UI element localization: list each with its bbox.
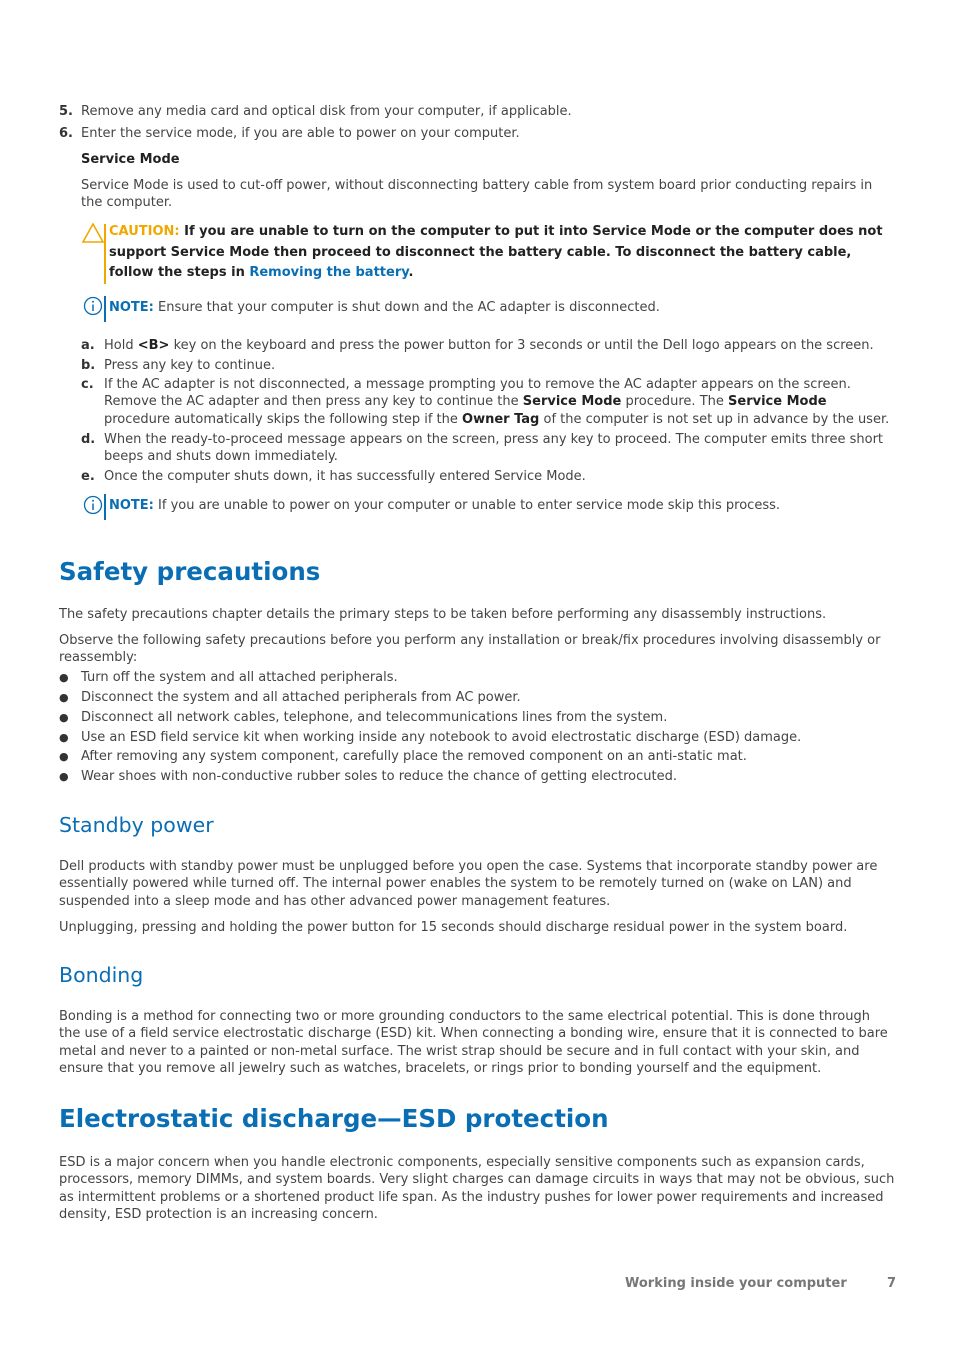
page-number: 7 [887, 1276, 897, 1291]
service-mode-heading: Service Mode [81, 152, 180, 167]
caution-bar [104, 224, 106, 284]
step-number: 6. [59, 126, 73, 141]
standby-paragraph-1: Dell products with standby power must be unplugged before you open the case. Systems that incorporate standby power are essentially powered while turned off. The internal power enables the system to be remotely turned on (wake on LAN) and suspended into a sleep mode and has other advanced power management features. [59, 859, 878, 909]
footer-section-title: Working inside your computer [625, 1276, 847, 1291]
bullet-icon: ● [59, 731, 69, 744]
standby-power-heading: Standby power [59, 813, 214, 837]
caution-text [109, 222, 893, 284]
info-circle-icon [83, 495, 103, 519]
step-text: Enter the service mode, if you are able to power on your computer. [81, 126, 520, 141]
safety-precautions-heading: Safety precautions [59, 557, 321, 586]
bonding-paragraph: Bonding is a method for connecting two or more grounding conductors to the same electrical potential. This is done through the use of a field service electrostatic discharge (ESD) kit. When connecting a bonding wire, ensure that it is connected to bare metal and never to a painted or non-metal surface. The wrist strap should be secure and in full contact with your skin, and ensure that you remove all jewelry such as watches, bracelets, or rings prior to bonding yourself and the equipment. [59, 1009, 888, 1076]
substep-text: Press any key to continue. [104, 358, 276, 373]
bullet-icon: ● [59, 770, 69, 783]
caution-body: If you are unable to turn on the computer to put it into Service Mode or the computer does not support Service Mode then proceed to disconnect the battery cable. To disconnect the battery cable, follow the steps in [109, 224, 883, 280]
substep-letter: a. [81, 338, 95, 353]
list-item-text: Use an ESD field service kit when working inside any notebook to avoid electrostatic discharge (ESD) damage. [81, 730, 802, 745]
list-item-text: After removing any system component, carefully place the removed component on an anti-static mat. [81, 749, 747, 764]
note-body: If you are unable to power on your computer or unable to enter service mode skip this process. [158, 498, 780, 513]
note-label: NOTE: [109, 498, 154, 513]
note-box-1 [81, 296, 893, 322]
bullet-icon: ● [59, 750, 69, 763]
note-bar [104, 494, 106, 520]
safety-intro: The safety precautions chapter details the primary steps to be taken before performing any disassembly instructions. [59, 607, 827, 622]
removing-battery-link[interactable]: Removing the battery [249, 265, 409, 280]
note-box-2 [81, 494, 893, 520]
esd-paragraph: ESD is a major concern when you handle electronic components, especially sensitive components such as expansion cards, processors, memory DIMMs, and system boards. Very slight charges can damage circuits in ways that may not be obvious, such as intermittent problems or a shortened product life span. As the industry pushes for lower power requirements and increased density, ESD protection is an increasing concern. [59, 1155, 895, 1222]
note-bar [104, 296, 106, 322]
list-item-text: Disconnect the system and all attached peripherals from AC power. [81, 690, 521, 705]
service-mode-term: Service Mode [728, 394, 827, 410]
substep-text-part: key on the keyboard and press the power button for 3 seconds or until the Dell logo appears on the screen. [173, 338, 874, 353]
info-circle-icon [83, 296, 103, 320]
standby-paragraph-2: Unplugging, pressing and holding the power button for 15 seconds should discharge residual power in the system board. [59, 920, 848, 935]
owner-tag-term: Owner Tag [462, 411, 540, 427]
substep-text-part: procedure automatically skips the following step if the [104, 411, 458, 427]
substep-letter: e. [81, 469, 95, 484]
substep-text: Once the computer shuts down, it has successfully entered Service Mode. [104, 469, 586, 484]
list-item-text: Turn off the system and all attached peripherals. [81, 670, 398, 685]
caution-triangle-icon [82, 223, 104, 247]
substep-text-part: Hold [104, 338, 134, 353]
service-mode-term: Service Mode [522, 394, 622, 410]
caution-box [81, 222, 893, 284]
note-text [109, 299, 660, 316]
bonding-heading: Bonding [59, 963, 144, 987]
bullet-icon: ● [59, 711, 69, 724]
note-text [109, 497, 780, 514]
safety-observe: Observe the following safety precautions before you perform any installation or break/fix procedures involving disassembly or reassembly: [59, 633, 881, 666]
substep-text-part: procedure. The [625, 394, 724, 410]
caution-period: . [408, 265, 414, 280]
substep-text [104, 337, 894, 354]
esd-protection-heading: Electrostatic discharge—ESD protection [59, 1104, 609, 1133]
caution-label: CAUTION: [109, 224, 180, 239]
substep-text-part: of the computer is not set up in advance by the user. [543, 411, 890, 427]
substep-text: When the ready-to-proceed message appears on the screen, press any key to proceed. The computer emits three short beeps and shuts down immediately. [104, 432, 884, 465]
substep-text [104, 376, 896, 428]
substep-letter: c. [81, 377, 94, 392]
key-b: <B> [137, 338, 170, 353]
service-mode-description: Service Mode is used to cut-off power, without disconnecting battery cable from system board prior conducting repairs in the computer. [81, 178, 873, 211]
note-label: NOTE: [109, 300, 154, 315]
step-number: 5. [59, 104, 73, 119]
list-item-text: Disconnect all network cables, telephone, and telecommunications lines from the system. [81, 710, 668, 725]
list-item-text: Wear shoes with non-conductive rubber soles to reduce the chance of getting electrocuted. [81, 769, 677, 784]
substep-text-part: If the AC adapter is not disconnected, a message prompting you to remove the AC adapter appears on the screen. Remove the AC adapter and then press any key to continue the [104, 377, 851, 410]
note-body: Ensure that your computer is shut down and the AC adapter is disconnected. [158, 300, 660, 315]
substep-letter: b. [81, 358, 96, 373]
bullet-icon: ● [59, 671, 69, 684]
step-text: Remove any media card and optical disk from your computer, if applicable. [81, 104, 572, 119]
bullet-icon: ● [59, 691, 69, 704]
substep-letter: d. [81, 432, 96, 447]
